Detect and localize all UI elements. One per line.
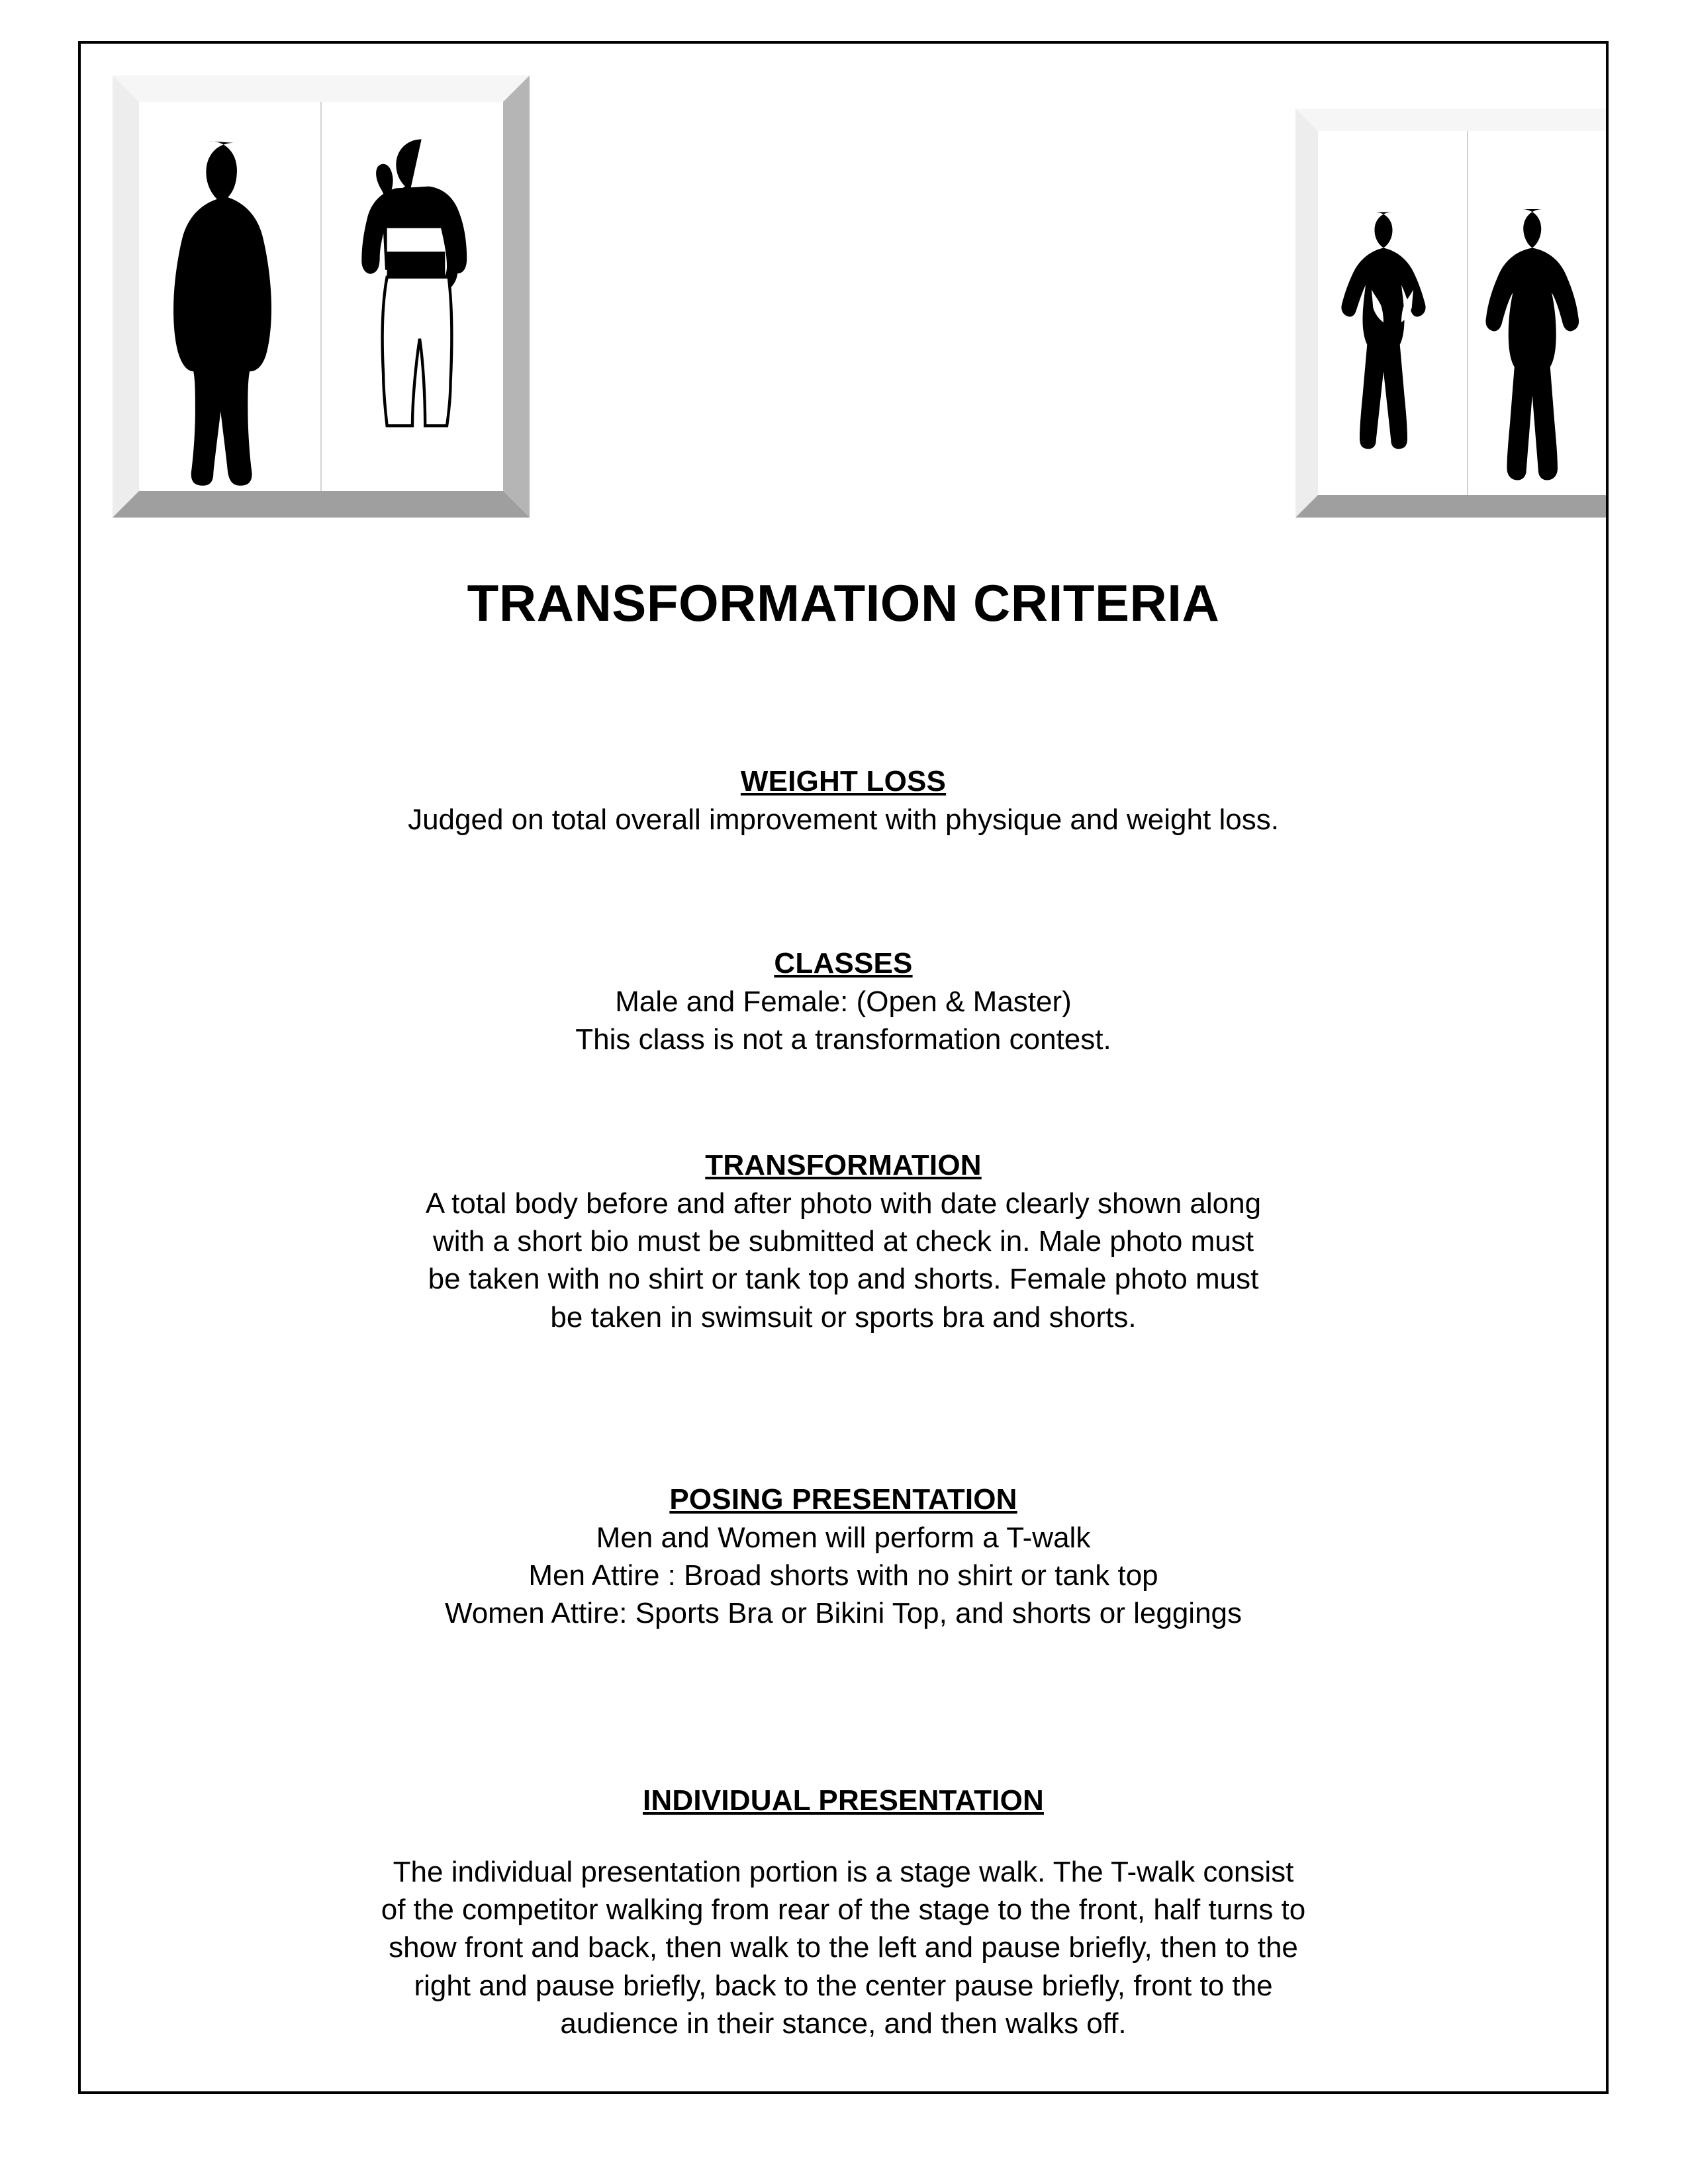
frame-inner-left [139,102,503,491]
fit-man-silhouette [1318,131,1467,495]
section-line: Men Attire : Broad shorts with no shirt or tank top [528,1559,1158,1592]
section-individual-presentation [81,1784,1606,2042]
heavy-man-silhouette [1467,131,1609,495]
frame-inner-right [1318,131,1609,495]
section-line: Judged on total overall improvement with physique and weight loss. [408,803,1279,836]
section-line: The individual presentation portion is a stage walk. The T-walk consist [393,1856,1294,1888]
section-heading: POSING PRESENTATION [669,1483,1017,1516]
section-line: with a short bio must be submitted at check in. Male photo must [433,1225,1254,1258]
page-title: TRANSFORMATION CRITERIA [467,574,1220,632]
section-line: This class is not a transformation contest. [575,1023,1111,1056]
female-before-after-silhouettes [113,75,530,518]
section-line: Male and Female: (Open & Master) [615,985,1072,1018]
section-heading: TRANSFORMATION [705,1149,982,1181]
male-before-after-silhouettes [1295,109,1609,518]
document-page [78,41,1609,2094]
fit-woman-silhouette [320,102,503,491]
section-line: audience in their stance, and then walks off. [560,2007,1127,2040]
section-weight-loss [81,765,1606,839]
section-line: Women Attire: Sports Bra or Bikini Top, and shorts or leggings [444,1597,1243,1630]
section-line: right and pause briefly, back to the center pause briefly, front to the [414,1969,1273,2002]
section-line: of the competitor walking from rear of the stage to the front, half turns to [381,1893,1306,1927]
section-line: show front and back, then walk to the left and pause briefly, then to the [389,1931,1298,1964]
section-line: A total body before and after photo with date clearly shown along [425,1187,1262,1220]
section-line: be taken with no shirt or tank top and shorts. Female photo must [428,1263,1259,1296]
section-heading: CLASSES [774,947,913,979]
overweight-woman-silhouette [139,102,320,491]
section-heading: WEIGHT LOSS [740,765,947,797]
section-line: be taken in swimsuit or sports bra and shorts. [550,1300,1137,1334]
section-heading: INDIVIDUAL PRESENTATION [643,1784,1044,1817]
section-transformation [81,1149,1606,1336]
section-classes [81,947,1606,1058]
section-line: Men and Women will perform a T-walk [596,1522,1091,1554]
section-posing-presentation [81,1483,1606,1633]
